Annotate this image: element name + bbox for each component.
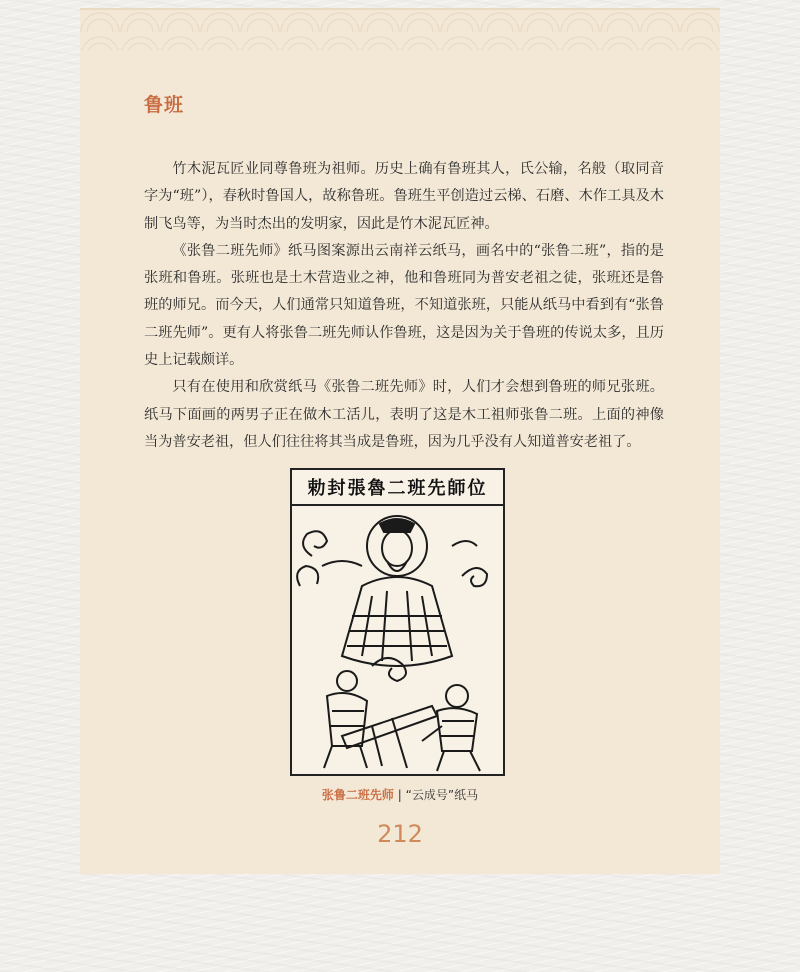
figure-caption [80, 786, 720, 803]
woodcut-title-banner: 勅封張魯二班先師位 [292, 470, 503, 506]
woodcut-illustration [292, 506, 503, 776]
caption-source: “云成号”纸马 [405, 788, 479, 802]
book-page [80, 8, 720, 874]
paper-horse-woodcut [290, 468, 505, 776]
paragraph-2: 《张鲁二班先师》纸马图案源出云南祥云纸马，画名中的“张鲁二班”，指的是张班和鲁班。张班也是土木营造业之神，他和鲁班同为普安老祖之徒，张班还是鲁班的师兄。而今天，人们通常只知道鲁班，不知道张班，只能从纸马中看到有“张鲁二班先师”。更有人将张鲁二班先师认作鲁班，这是因为关于鲁班的传说太多，且历史上记载颇详。 [144, 242, 664, 369]
page-number: 212 [377, 820, 423, 848]
section-title: 鲁班 [144, 94, 185, 116]
paragraph-1: 竹木泥瓦匠业同尊鲁班为祖师。历史上确有鲁班其人，氏公输，名般（取同音字为“班”），春秋时鲁国人，故称鲁班。鲁班生平创造过云梯、石磨、木作工具及木制飞鸟等，为当时杰出的发明家，因此是竹木泥瓦匠神。 [144, 161, 664, 232]
paragraph-3: 只有在使用和欣赏纸马《张鲁二班先师》时，人们才会想到鲁班的师兄张班。纸马下面画的两男子正在做木工活儿，表明了这是木工祖师张鲁二班。上面的神像当为普安老祖，但人们往往将其当成是鲁班，因为几乎没有人知道普安老祖了。 [144, 379, 664, 450]
caption-separator: | [397, 788, 402, 802]
wave-pattern-decoration [80, 8, 720, 50]
body-text [144, 156, 664, 456]
caption-title: 张鲁二班先师 [321, 788, 394, 802]
